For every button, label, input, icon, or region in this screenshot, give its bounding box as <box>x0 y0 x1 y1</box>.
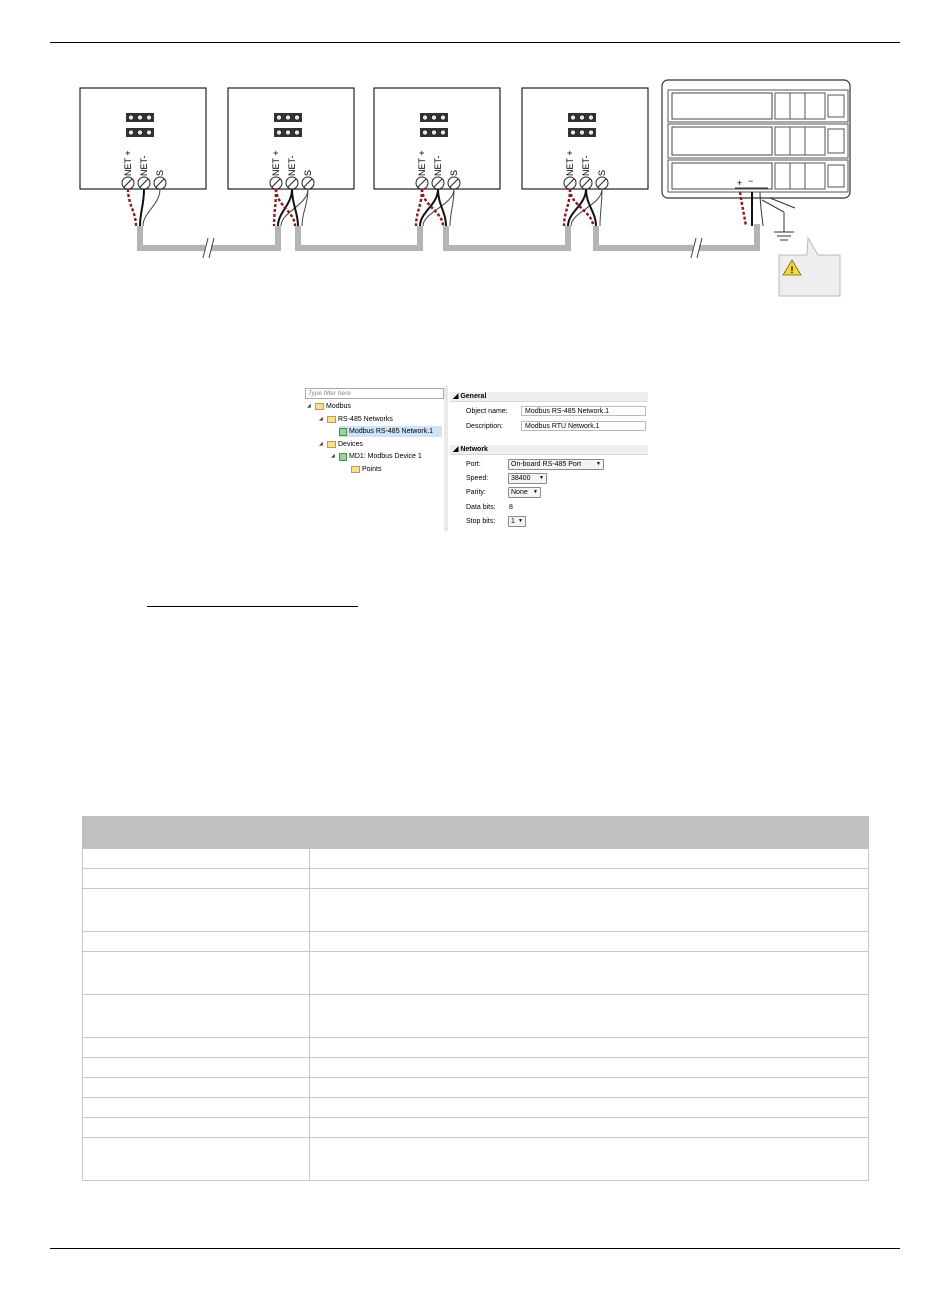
description-label: Description: <box>466 423 503 430</box>
speed-label: Speed: <box>466 475 489 482</box>
device-4 <box>522 88 648 226</box>
properties-panel <box>450 386 648 531</box>
jumper-pin <box>128 130 133 135</box>
controller-unit <box>662 80 850 198</box>
jumper-pin <box>431 115 436 120</box>
jumper-pin <box>579 115 584 120</box>
parity-value: None <box>511 489 528 496</box>
tree-node-devices[interactable] <box>319 439 363 450</box>
table-cell <box>83 995 310 1038</box>
jumper-pin <box>570 130 575 135</box>
wiring-diagram <box>0 0 950 300</box>
section-title: Network <box>460 446 488 453</box>
tree-node-label: Points <box>362 466 382 473</box>
port-label: Port: <box>466 461 481 468</box>
stop-bits-dropdown[interactable] <box>508 516 526 527</box>
data-bits-label: Data bits: <box>466 504 496 511</box>
parity-label: Parity: <box>466 489 486 496</box>
folder-icon <box>351 466 360 473</box>
table-row <box>83 849 869 869</box>
device-wires <box>128 189 160 226</box>
terminal-label: NET- <box>287 155 297 176</box>
chevron-down-icon: ▼ <box>518 518 523 524</box>
warning-glyph: ! <box>790 265 794 275</box>
table-cell <box>310 849 869 869</box>
device-wires <box>274 189 308 226</box>
net-minus-wire <box>140 189 144 226</box>
table-cell <box>310 995 869 1038</box>
table-cell <box>83 932 310 952</box>
jumper-pin <box>285 130 290 135</box>
table-row <box>83 1078 869 1098</box>
table-row <box>83 995 869 1038</box>
footer-rule <box>50 1248 900 1249</box>
table-cell <box>83 889 310 932</box>
jumper-pin <box>422 115 427 120</box>
controller-minus-label: − <box>748 176 754 186</box>
speed-value: 38400 <box>511 475 531 482</box>
tree-node-md1[interactable] <box>331 451 422 462</box>
tree-node-label: Devices <box>338 441 363 448</box>
device-2 <box>228 88 354 226</box>
filter-input[interactable]: Type filter here <box>305 388 444 399</box>
terminal-label: NET- <box>139 155 149 176</box>
table-header-row <box>83 817 869 849</box>
jumper-pin <box>588 130 593 135</box>
stop-bits-value: 1 <box>511 518 515 525</box>
parity-dropdown[interactable] <box>508 487 541 498</box>
jumper-pin <box>276 115 281 120</box>
table-header-cell <box>83 817 310 849</box>
terminal-label: NET + <box>123 150 133 176</box>
expand-icon[interactable]: ◢ <box>319 416 323 422</box>
jumper-pin <box>137 115 142 120</box>
controller-plus-label: + <box>737 178 743 188</box>
network-icon <box>339 428 347 436</box>
data-bits-value: 8 <box>509 504 513 511</box>
stop-bits-label: Stop bits: <box>466 518 496 525</box>
table-cell <box>83 869 310 889</box>
trunk-cables <box>140 224 757 248</box>
table-cell <box>83 952 310 995</box>
terminal-label: S <box>597 169 607 176</box>
table-row <box>83 1118 869 1138</box>
folder-icon <box>327 416 336 423</box>
ground-icon <box>762 198 795 240</box>
expand-icon[interactable]: ◢ <box>319 441 323 447</box>
table-cell <box>310 1078 869 1098</box>
table-row <box>83 1098 869 1118</box>
expand-icon[interactable]: ◢ <box>331 453 335 459</box>
object-name-field[interactable]: Modbus RS-485 Network.1 <box>521 406 646 416</box>
warning-callout <box>779 238 840 296</box>
table-row <box>83 952 869 995</box>
tree-node-modbus-network[interactable] <box>339 426 442 437</box>
jumper-pin <box>294 130 299 135</box>
table-cell <box>310 952 869 995</box>
table-cell <box>310 1138 869 1181</box>
parameter-table <box>82 816 869 1181</box>
jumper-pin <box>128 115 133 120</box>
device-icon <box>339 453 347 461</box>
jumper-pin <box>570 115 575 120</box>
net-plus-wire <box>570 189 593 226</box>
table-row <box>83 1138 869 1181</box>
table-cell <box>83 1058 310 1078</box>
table-cell <box>310 1058 869 1078</box>
table-cell <box>310 1098 869 1118</box>
jumper-pin <box>294 115 299 120</box>
terminal-label: NET- <box>433 155 443 176</box>
terminal-label: NET + <box>417 150 427 176</box>
table-row <box>83 1058 869 1078</box>
terminal-label: NET + <box>565 150 575 176</box>
terminal-label: S <box>155 169 165 176</box>
net-plus-wire <box>128 189 136 226</box>
chevron-down-icon: ▼ <box>533 489 538 495</box>
jumper-pin <box>276 130 281 135</box>
table-cell <box>83 1098 310 1118</box>
chevron-down-icon: ▼ <box>539 475 544 481</box>
port-dropdown[interactable] <box>508 459 604 470</box>
jumper-pin <box>146 115 151 120</box>
table-cell <box>310 889 869 932</box>
terminal-label: S <box>449 169 459 176</box>
expand-icon[interactable]: ◢ <box>307 403 311 409</box>
section-general[interactable]: ◢ General <box>450 392 648 402</box>
tree-node-label: MD1: Modbus Device 1 <box>349 453 422 460</box>
tree-node-modbus[interactable] <box>307 401 351 412</box>
jumper-pin <box>146 130 151 135</box>
table-cell <box>310 932 869 952</box>
object-name-label: Object name: <box>466 408 508 415</box>
terminal-label: NET + <box>271 150 281 176</box>
tree-node-label: Modbus <box>326 403 351 410</box>
tree-node-label: RS-485 Networks <box>338 416 393 423</box>
folder-icon <box>315 403 324 410</box>
shield-wire <box>143 189 160 226</box>
jumper-pin <box>588 115 593 120</box>
table-cell <box>310 869 869 889</box>
terminal-label: NET- <box>581 155 591 176</box>
tree-node-points[interactable] <box>351 464 381 475</box>
section-title: General <box>460 393 487 400</box>
folder-icon <box>327 441 336 448</box>
terminal-label: S <box>303 169 313 176</box>
object-tree <box>303 386 445 531</box>
jumper-pin <box>579 130 584 135</box>
table-cell <box>83 1138 310 1181</box>
jumper-pin <box>440 115 445 120</box>
table-cell <box>83 849 310 869</box>
device-wires <box>564 189 602 226</box>
jumper-pin <box>285 115 290 120</box>
table-row <box>83 932 869 952</box>
port-value: On-board RS-485 Port <box>511 461 582 468</box>
section-network[interactable]: ◢ Network <box>450 445 648 455</box>
device-3 <box>374 88 500 226</box>
speed-dropdown[interactable] <box>508 473 547 484</box>
hyperlink-underline[interactable] <box>147 606 358 607</box>
shield-wire <box>450 189 454 226</box>
table-cell <box>310 1038 869 1058</box>
tree-node-rs485-networks[interactable] <box>319 414 393 425</box>
table-header-cell <box>310 817 869 849</box>
table-cell <box>83 1078 310 1098</box>
jumper-pin <box>440 130 445 135</box>
software-screenshot <box>303 386 648 531</box>
jumper-pin <box>422 130 427 135</box>
device-1 <box>80 88 206 226</box>
table-cell <box>310 1118 869 1138</box>
table-row <box>83 889 869 932</box>
table-row <box>83 869 869 889</box>
tree-node-label: Modbus RS-485 Network.1 <box>349 428 434 435</box>
description-field[interactable]: Modbus RTU Network.1 <box>521 421 646 431</box>
chevron-down-icon: ▼ <box>596 461 601 467</box>
pane-splitter[interactable] <box>444 386 448 531</box>
device-wires <box>416 189 454 226</box>
table-cell <box>83 1118 310 1138</box>
table-row <box>83 1038 869 1058</box>
jumper-pin <box>431 130 436 135</box>
table-cell <box>83 1038 310 1058</box>
jumper-pin <box>137 130 142 135</box>
